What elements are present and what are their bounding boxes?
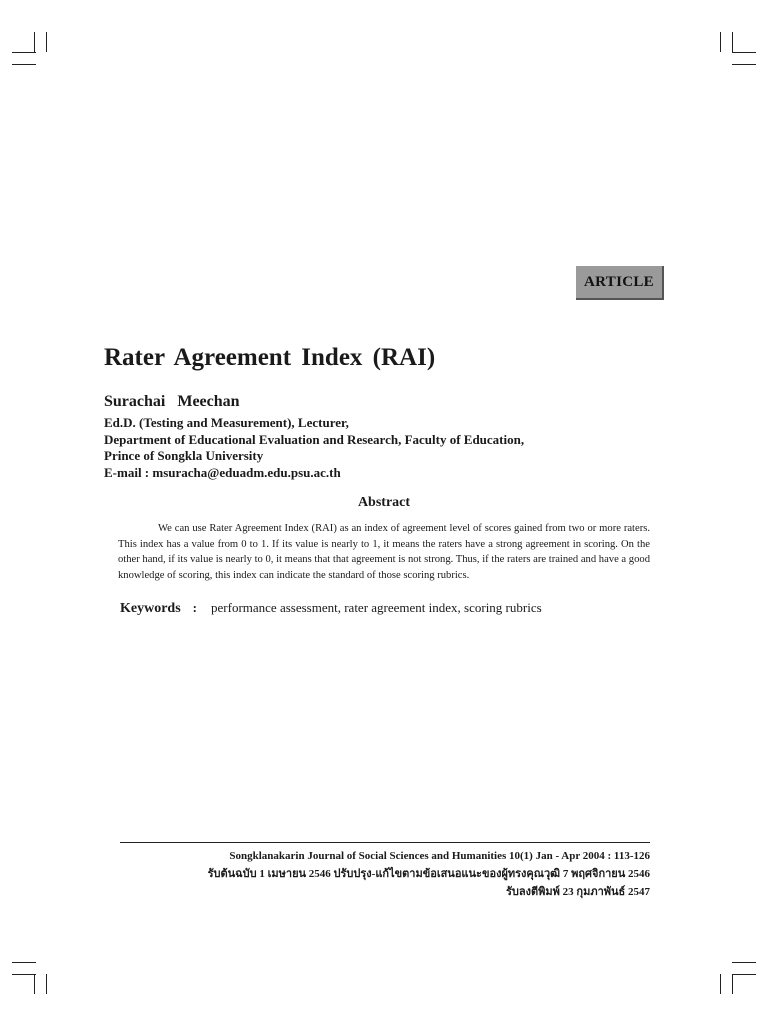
keywords-label: Keywords	[120, 601, 181, 616]
affiliation-block	[104, 415, 524, 481]
article-badge: ARTICLE	[576, 266, 664, 300]
abstract-text-content: We can use Rater Agreement Index (RAI) as an index of agreement level of scores gained from two or more raters. This index has a value from 0 to 1. If its value is nearly to 1, it means the raters have a strong agreement in scoring. On the other hand, if its value is nearly to 0, it means that that agreement is not strong. Thus, if the raters are trained and have a good knowledge of scoring, this index can indicate the standard of those scoring rubrics.	[118, 523, 650, 581]
crop-mark-bottom-left-v2	[46, 974, 47, 994]
footer-rule	[120, 842, 650, 843]
crop-mark-top-left-v2	[46, 32, 47, 52]
crop-mark-top-right-h	[732, 52, 756, 53]
crop-mark-bottom-right-v1	[720, 974, 721, 994]
crop-mark-bottom-right-h	[732, 962, 756, 963]
footer-accepted: รับลงตีพิมพ์ 23 กุมภาพันธ์ 2547	[506, 886, 650, 898]
crop-mark-bottom-right-v2	[732, 974, 733, 994]
affiliation-department: Department of Educational Evaluation and Research, Faculty of Education,	[104, 431, 525, 447]
keywords-separator: :	[192, 600, 198, 615]
crop-mark-top-right-v1	[720, 32, 721, 52]
crop-mark-top-left-h	[12, 52, 36, 53]
crop-mark-top-left-v1	[34, 32, 35, 52]
abstract-text	[118, 521, 650, 583]
crop-mark-bottom-right-h2	[732, 974, 756, 975]
footer-block	[120, 847, 650, 901]
abstract-heading: Abstract	[357, 495, 411, 510]
keywords-line	[120, 600, 542, 617]
crop-mark-bottom-left-h	[12, 962, 36, 963]
affiliation-university: Prince of Songkla University	[104, 448, 264, 463]
footer-received: รับต้นฉบับ 1 เมษายน 2546 ปรับปรุง-แก้ไขตามข้อเสนอแนะของผู้ทรงคุณวุฒิ 7 พฤศจิกายน 2546	[207, 868, 650, 880]
keywords-value: performance assessment, rater agreement index, scoring rubrics	[211, 600, 542, 615]
crop-mark-bottom-left-v1	[34, 974, 35, 994]
crop-mark-top-left-h2	[12, 64, 36, 65]
paper-title: Rater Agreement Index (RAI)	[104, 344, 436, 371]
crop-mark-bottom-left-h2	[12, 974, 36, 975]
author-name: Surachai Meechan	[104, 393, 240, 410]
affiliation-email: E-mail : msuracha@eduadm.edu.psu.ac.th	[104, 464, 341, 480]
crop-mark-top-right-v2	[732, 32, 733, 52]
affiliation-degree: Ed.D. (Testing and Measurement), Lecturer,	[104, 415, 349, 430]
crop-mark-top-right-h2	[732, 64, 756, 65]
footer-journal: Songklanakarin Journal of Social Sciences and Humanities 10(1) Jan - Apr 2004 : 113-126	[229, 850, 650, 862]
